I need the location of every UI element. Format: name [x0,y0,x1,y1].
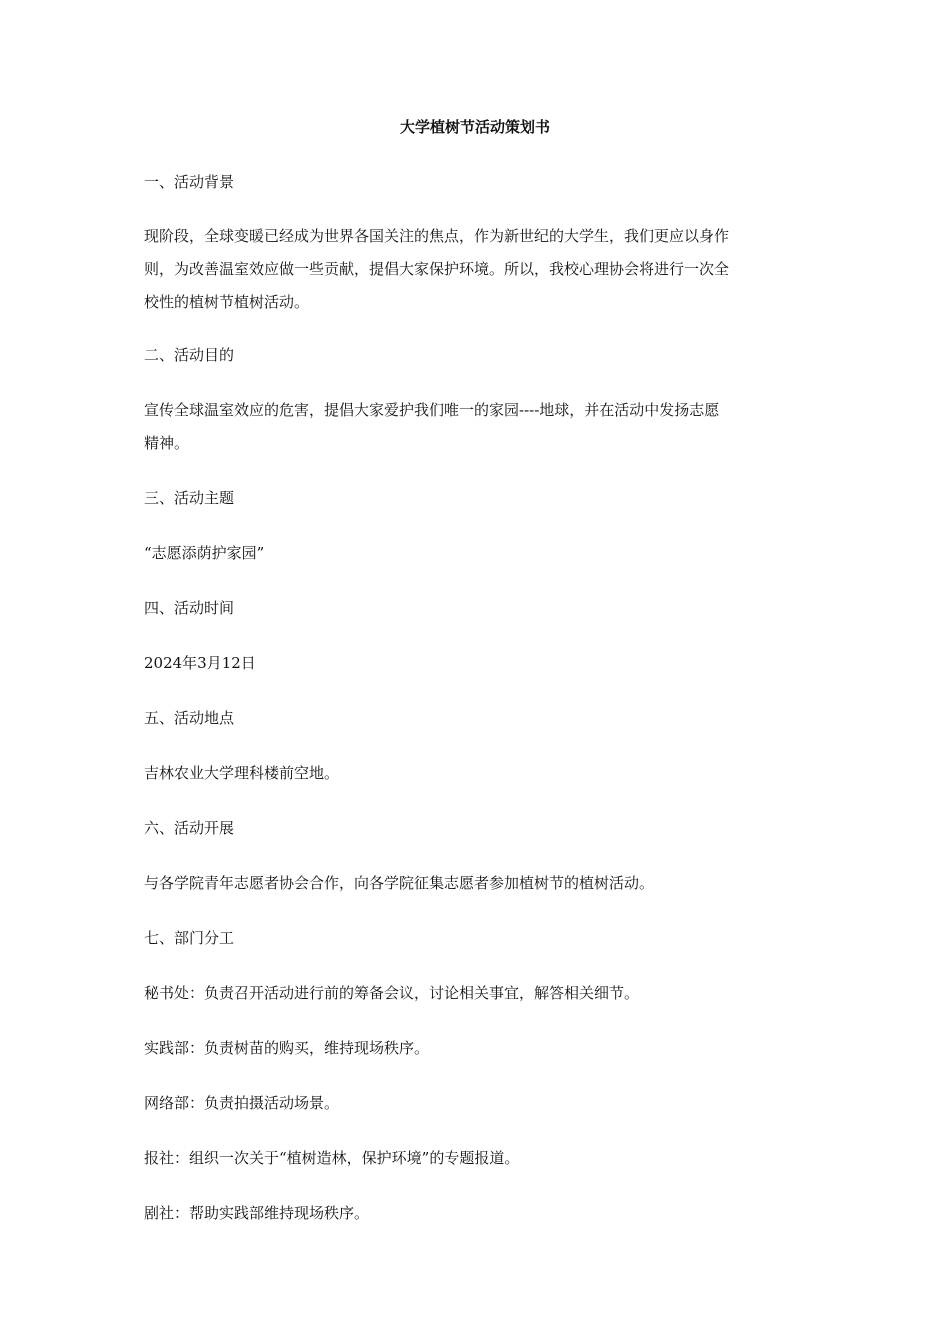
paragraph-line: “志愿添荫护家园” [144,544,265,562]
heading-text: 四、活动时间 [144,599,235,617]
paragraph-line: 秘书处：负责召开活动进行前的筹备会议，讨论相关事宜，解答相关细节。 [144,984,640,1002]
paragraph-purpose [144,394,806,460]
section-heading-division [144,922,806,955]
document-title: 大学植树节活动策划书 [399,118,550,136]
paragraph-theme [144,537,806,570]
paragraph-line: 网络部：负责拍摄活动场景。 [144,1094,340,1112]
paragraph-line: 宣传全球温室效应的危害，提倡大家爱护我们唯一的家园----地球，并在活动中发扬志愿 [144,401,720,419]
paragraph-network-dept [144,1087,806,1120]
paragraph-line: 吉林农业大学理科楼前空地。 [144,764,340,782]
heading-text: 二、活动目的 [144,346,235,364]
section-heading-purpose [144,339,806,372]
paragraph-line: 现阶段，全球变暖已经成为世界各国关注的焦点，作为新世纪的大学生，我们更应以身作 [144,227,730,245]
heading-text: 七、部门分工 [144,929,235,947]
section-heading-theme [144,482,806,515]
paragraph-line: 报社：组织一次关于“植树造林，保护环境”的专题报道。 [144,1149,520,1167]
paragraph-line: 精神。 [144,434,190,452]
paragraph-background [144,220,806,319]
heading-text: 三、活动主题 [144,489,235,507]
heading-text: 五、活动地点 [144,709,235,727]
paragraph-time [144,647,806,680]
paragraph-execution [144,867,806,900]
heading-text: 一、活动背景 [144,173,235,191]
section-heading-execution [144,812,806,845]
section-heading-time [144,592,806,625]
heading-text: 六、活动开展 [144,819,235,837]
paragraph-line: 与各学院青年志愿者协会合作，向各学院征集志愿者参加植树节的植树活动。 [144,874,655,892]
paragraph-line: 校性的植树节植树活动。 [144,293,310,311]
paragraph-line: 实践部：负责树苗的购买，维持现场秩序。 [144,1039,430,1057]
paragraph-practice-dept [144,1032,806,1065]
paragraph-line: 2024年3月12日 [144,654,256,672]
paragraph-line: 剧社：帮助实践部维持现场秩序。 [144,1204,370,1222]
paragraph-newspaper [144,1142,806,1175]
paragraph-drama-club [144,1197,806,1230]
paragraph-secretariat [144,977,806,1010]
section-heading-location [144,702,806,735]
paragraph-line: 则，为改善温室效应做一些贡献，提倡大家保护环境。所以，我校心理协会将进行一次全 [144,260,730,278]
section-heading-background [144,166,806,199]
paragraph-location [144,757,806,790]
